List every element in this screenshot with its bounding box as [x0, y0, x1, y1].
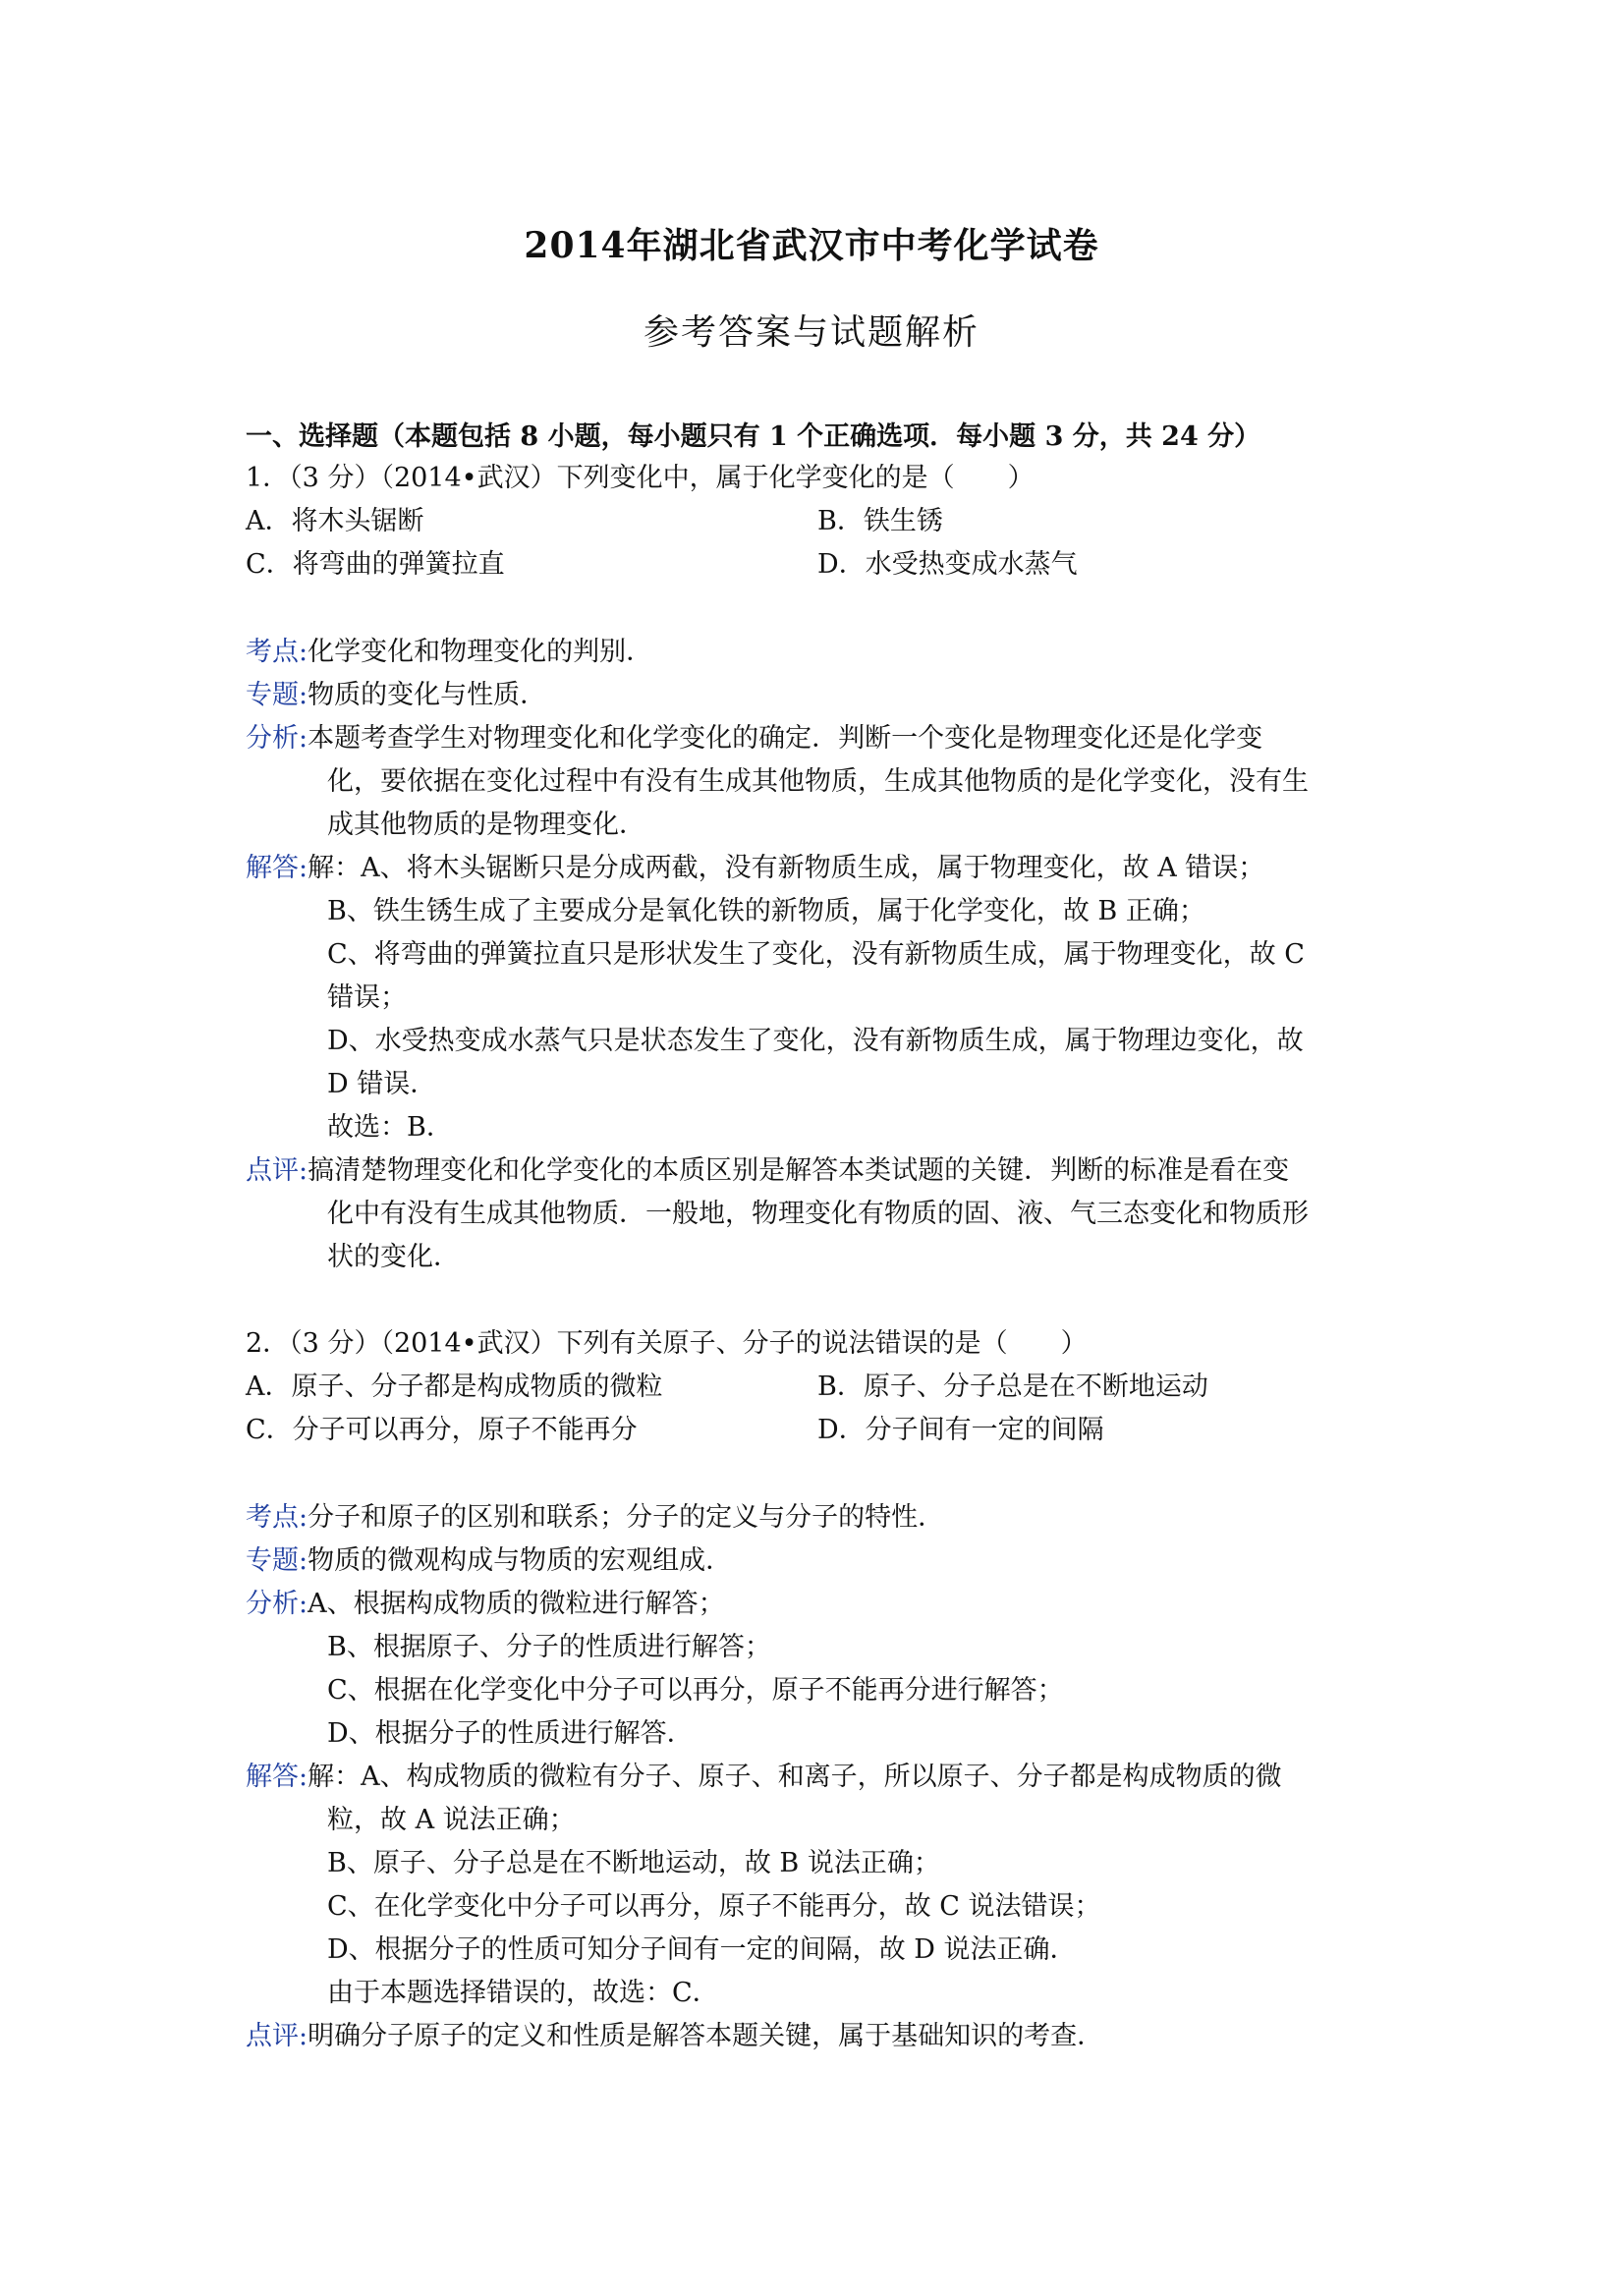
q1-kaodian	[246, 639, 652, 665]
q2-fenxi-line-2: B、根据原子、分子的性质进行解答；	[327, 1632, 771, 1662]
q1-jieda-line-2: B、铁生锈生成了主要成分是氧化铁的新物质，属于化学变化，故 B 正确；	[327, 896, 1205, 926]
q1-zhuanti	[246, 682, 546, 708]
jieda-label: 解答:	[246, 853, 308, 883]
q1-jieda-line-5: D、水受热变成水蒸气只是状态发生了变化，没有新物质生成，属于物理边变化，故	[327, 1026, 1304, 1056]
dianping-label: 点评:	[246, 1155, 308, 1186]
q2-fenxi-line-1: A、根据构成物质的微粒进行解答；	[308, 1589, 725, 1619]
fenxi-label: 分析:	[246, 723, 308, 754]
q2-dianping-line-1: 明确分子原子的定义和性质是解答本题关键，属于基础知识的考查．	[308, 2021, 1104, 2051]
q2-jieda-line-6: 由于本题选择错误的，故选：C．	[327, 1978, 719, 2008]
q2-option-b: B．原子、分子总是在不断地运动	[817, 1372, 1208, 1402]
zhuanti-label: 专题:	[246, 680, 308, 710]
q2-option-a: A．原子、分子都是构成物质的微粒	[246, 1372, 663, 1402]
q1-fenxi-line-1: 本题考查学生对物理变化和化学变化的确定．判断一个变化是物理变化还是化学变	[308, 723, 1263, 754]
q2-jieda-line-5: D、根据分子的性质可知分子间有一定的间隔，故 D 说法正确．	[327, 1934, 1077, 1965]
zhuanti-label: 专题:	[246, 1545, 308, 1576]
q1-jieda-line-1: 解：A、将木头锯断只是分成两截，没有新物质生成，属于物理变化，故 A 错误；	[308, 853, 1265, 883]
q1-dianping	[246, 1157, 1289, 1184]
kaodian-label: 考点:	[246, 637, 308, 667]
page-subtitle: 参考答案与试题解析	[643, 312, 979, 353]
dianping-label: 点评:	[246, 2021, 308, 2051]
q2-jieda-line-4: C、在化学变化中分子可以再分，原子不能再分，故 C 说法错误；	[327, 1891, 1101, 1922]
q2-fenxi	[246, 1591, 725, 1617]
fenxi-label: 分析:	[246, 1589, 308, 1619]
q1-fenxi-line-2: 化，要依据在变化过程中有没有生成其他物质，生成其他物质的是化学变化，没有生	[327, 766, 1309, 797]
q2-jieda	[246, 1764, 1282, 1790]
section-heading: 一、选择题（本题包括 8 小题，每小题只有 1 个正确选项．每小题 3 分，共 24 分）	[246, 421, 1261, 452]
q2-option-c: C．分子可以再分，原子不能再分	[246, 1415, 638, 1445]
kaodian-label: 考点:	[246, 1502, 308, 1533]
q1-dianping-line-2: 化中有没有生成其他物质．一般地，物理变化有物质的固、液、气三态变化和物质形	[327, 1199, 1309, 1229]
q1-fenxi-line-3: 成其他物质的是物理变化．	[327, 810, 645, 840]
q2-jieda-line-2: 粒，故 A 说法正确；	[327, 1805, 576, 1835]
q2-stem: 2．（3 分）（2014•武汉）下列有关原子、分子的说法错误的是（ ）	[246, 1328, 1088, 1359]
q1-fenxi	[246, 725, 1262, 752]
q1-stem: 1．（3 分）（2014•武汉）下列变化中，属于化学变化的是（ ）	[246, 463, 1035, 493]
q2-fenxi-line-3: C、根据在化学变化中分子可以再分，原子不能再分进行解答；	[327, 1675, 1064, 1706]
q1-zhuanti-text: 物质的变化与性质．	[308, 680, 547, 710]
q1-jieda	[246, 855, 1264, 881]
q1-dianping-line-1: 搞清楚物理变化和化学变化的本质区别是解答本类试题的关键．判断的标准是看在变	[308, 1155, 1290, 1186]
q2-kaodian	[246, 1504, 944, 1531]
q2-option-d: D．分子间有一定的间隔	[817, 1415, 1104, 1445]
q2-jieda-line-1: 解：A、构成物质的微粒有分子、原子、和离子，所以原子、分子都是构成物质的微	[308, 1762, 1282, 1792]
q1-jieda-line-3: C、将弯曲的弹簧拉直只是形状发生了变化，没有新物质生成，属于物理变化，故 C	[327, 939, 1305, 970]
q2-zhuanti-text: 物质的微观构成与物质的宏观组成．	[308, 1545, 733, 1576]
q1-option-b: B．铁生锈	[817, 506, 943, 536]
q2-kaodian-text: 分子和原子的区别和联系；分子的定义与分子的特性．	[308, 1502, 945, 1533]
q2-dianping	[246, 2023, 1103, 2049]
q1-option-c: C．将弯曲的弹簧拉直	[246, 549, 505, 580]
q1-jieda-line-6: D 错误．	[327, 1069, 437, 1099]
q2-jieda-line-3: B、原子、分子总是在不断地运动，故 B 说法正确；	[327, 1848, 940, 1878]
q1-jieda-line-7: 故选：B．	[327, 1112, 453, 1143]
q2-zhuanti	[246, 1547, 732, 1574]
page-title: 2014年湖北省武汉市中考化学试卷	[524, 225, 1099, 266]
q1-option-d: D．水受热变成水蒸气	[817, 549, 1078, 580]
jieda-label: 解答:	[246, 1762, 308, 1792]
q1-dianping-line-3: 状的变化．	[327, 1242, 460, 1272]
q1-jieda-line-4: 错误；	[327, 982, 407, 1013]
q1-option-a: A．将木头锯断	[246, 506, 424, 536]
q2-fenxi-line-4: D、根据分子的性质进行解答．	[327, 1718, 694, 1749]
q1-kaodian-text: 化学变化和物理变化的判别．	[308, 637, 653, 667]
